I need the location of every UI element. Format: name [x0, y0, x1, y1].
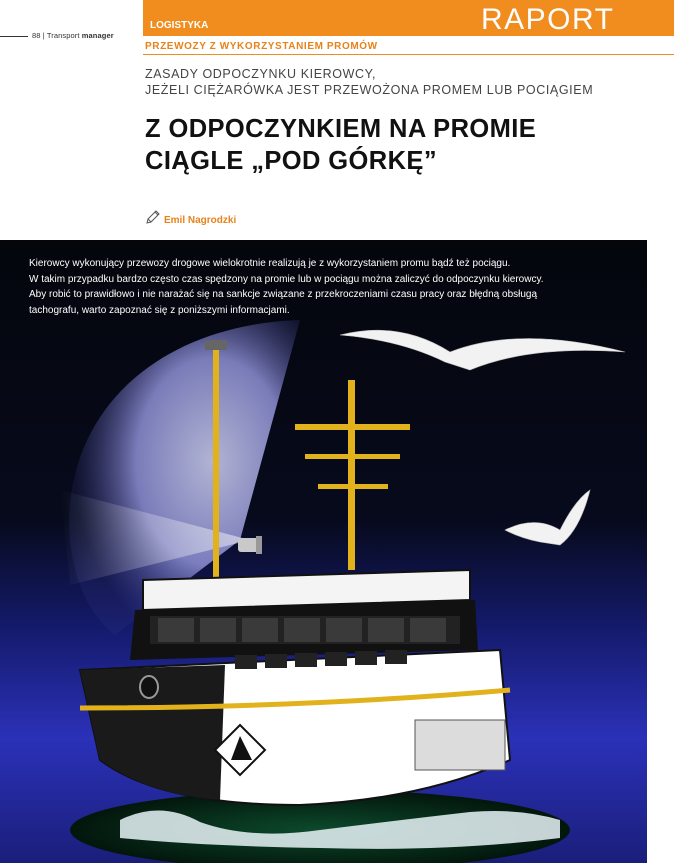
title-line-2: CIĄGLE „POD GÓRKĘ”	[145, 147, 437, 175]
ferry-illustration	[0, 240, 647, 863]
lead-line-1: Kierowcy wykonujący przewozy drogowe wielokrotnie realizują je z wykorzystaniem promu bądź też pociągu.	[29, 258, 511, 269]
magazine-name-suffix: manager	[81, 31, 114, 40]
section-label: LOGISTYKA	[150, 20, 209, 31]
magazine-name: Transport	[46, 31, 80, 40]
page-number: 88	[32, 31, 41, 40]
lead-line-4: tachografu, warto zapoznać się z poniższymi informacjami.	[29, 304, 290, 316]
page-title	[145, 113, 536, 177]
kicker	[145, 66, 593, 98]
category-label: RAPORT	[481, 3, 615, 36]
subsection-label: PRZEWOZY Z WYKORZYSTANIEM PROMÓW	[145, 41, 378, 52]
header-rule	[0, 36, 28, 37]
lead-line-3: Aby robić to prawidłowo i nie narażać się na sankcje związane z przekroczeniami czasu pracy oraz błędną obsługą	[29, 289, 538, 300]
kicker-line-2: JEŻELI CIĘŻARÓWKA JEST PRZEWOŻONA PROMEM LUB POCIĄGIEM	[145, 83, 594, 97]
author-name: Emil Nagrodzki	[164, 215, 237, 226]
separator: |	[42, 31, 45, 40]
lead-paragraph	[29, 256, 619, 318]
pencil-icon	[145, 209, 161, 225]
kicker-line-1: ZASADY ODPOCZYNKU KIEROWCY,	[145, 67, 377, 81]
subsection-bar	[143, 38, 674, 55]
lead-line-2: W takim przypadku bardzo często czas spędzony na promie lub w pociągu można zaliczyć do odpoczynku kierowcy.	[29, 273, 544, 285]
page-number-line	[32, 31, 114, 40]
title-line-1: Z ODPOCZYNKIEM NA PROMIE	[145, 115, 537, 143]
